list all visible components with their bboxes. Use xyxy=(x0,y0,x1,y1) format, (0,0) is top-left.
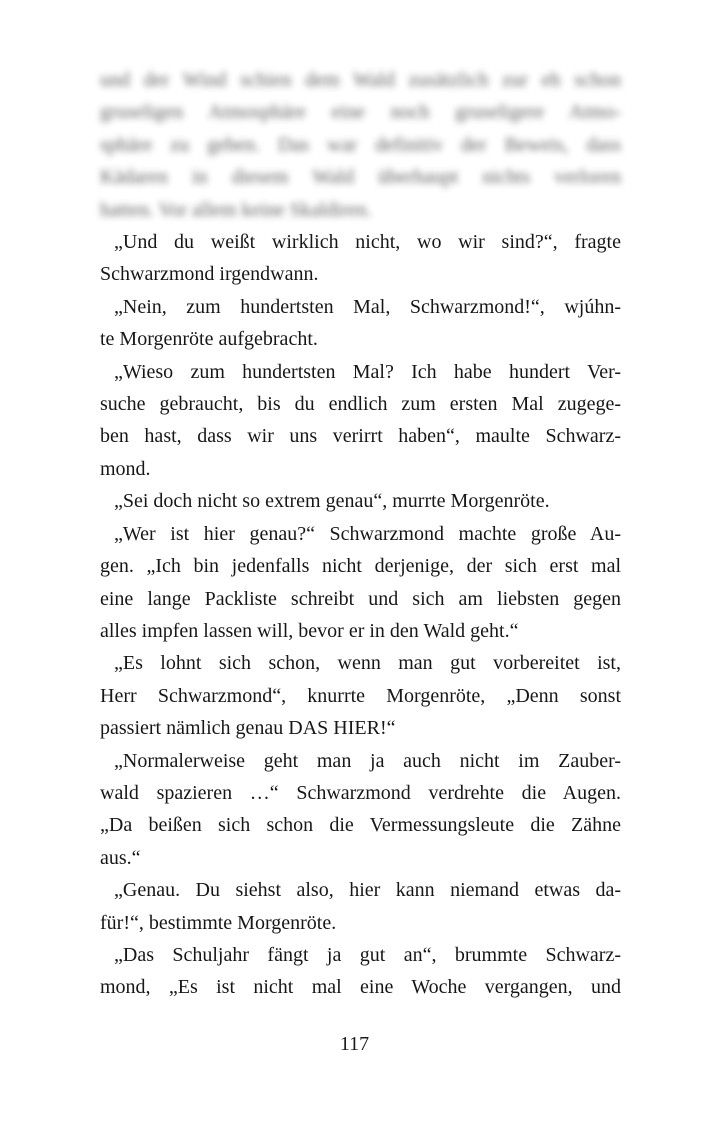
text-line: wald spazieren …“ Schwarzmond verdrehte die Augen. xyxy=(100,781,621,804)
paragraph-blurred-continuation xyxy=(100,64,621,226)
text-line: te Morgenröte aufgebracht. xyxy=(100,328,318,351)
text-line: „Nein, zum hundertsten Mal, Schwarzmond!“, wjúhn- xyxy=(114,295,621,318)
paragraph-dialog-2 xyxy=(100,291,621,356)
text-line: „Da beißen sich schon die Vermessungsleute die Zähne xyxy=(100,814,621,837)
paragraph-dialog-8 xyxy=(100,874,621,939)
text-line: Kädaren in diesem Wald überhaupt nichts verloren xyxy=(100,166,621,189)
text-line: „Genau. Du siehst also, hier kann niemand etwas da- xyxy=(114,879,621,902)
text-line: „Das Schuljahr fängt ja gut an“, brummte Schwarz- xyxy=(114,943,621,966)
paragraph-dialog-5 xyxy=(100,518,621,648)
text-line: mond. xyxy=(100,457,151,480)
text-line: gen. „Ich bin jedenfalls nicht derjenige, der sich erst mal xyxy=(100,555,621,578)
text-block xyxy=(100,64,621,1004)
text-line: eine lange Packliste schreibt und sich am liebsten gegen xyxy=(100,587,621,610)
paragraph-dialog-1 xyxy=(100,226,621,291)
text-line: suche gebraucht, bis du endlich zum ersten Mal zugege- xyxy=(100,393,621,416)
text-line: passiert nämlich genau DAS HIER!“ xyxy=(100,717,396,740)
paragraph-dialog-4 xyxy=(100,485,621,517)
text-line: gruseligen Atmosphäre eine noch gruseligere Atmo- xyxy=(100,101,621,124)
text-line: und der Wind schien dem Wald zusätzlich zur eh schon xyxy=(100,69,621,91)
text-line: hatten. Vor allem keine Skaldiren. xyxy=(100,198,372,221)
text-line: Herr Schwarzmond“, knurrte Morgenröte, „Denn sonst xyxy=(100,684,621,707)
text-line: ben hast, dass wir uns verirrt haben“, maulte Schwarz- xyxy=(100,425,621,448)
text-line: für!“, bestimmte Morgenröte. xyxy=(100,911,337,934)
text-line: mond, „Es ist nicht mal eine Woche vergangen, und xyxy=(100,976,621,999)
text-line: „Und du weißt wirklich nicht, wo wir sind?“, fragte xyxy=(114,231,621,254)
text-line: aus.“ xyxy=(100,846,141,869)
text-line: „Normalerweise geht man ja auch nicht im Zauber- xyxy=(114,749,621,772)
text-line: Schwarzmond irgendwann. xyxy=(100,263,319,286)
text-line: „Wieso zum hundertsten Mal? Ich habe hundert Ver- xyxy=(114,360,621,383)
text-line: „Es lohnt sich schon, wenn man gut vorbereitet ist, xyxy=(114,652,621,675)
text-line: „Wer ist hier genau?“ Schwarzmond machte große Au- xyxy=(114,522,621,545)
text-line: alles impfen lassen will, bevor er in den Wald geht.“ xyxy=(100,619,519,642)
page-number: 117 xyxy=(339,1033,370,1055)
paragraph-dialog-7 xyxy=(100,745,621,875)
text-line: „Sei doch nicht so extrem genau“, murrte Morgenröte. xyxy=(114,490,550,513)
text-line: sphäre zu geben. Das war definitiv der Beweis, dass xyxy=(100,133,621,156)
paragraph-dialog-9 xyxy=(100,939,621,1004)
paragraph-dialog-3 xyxy=(100,356,621,486)
paragraph-dialog-6 xyxy=(100,647,621,744)
